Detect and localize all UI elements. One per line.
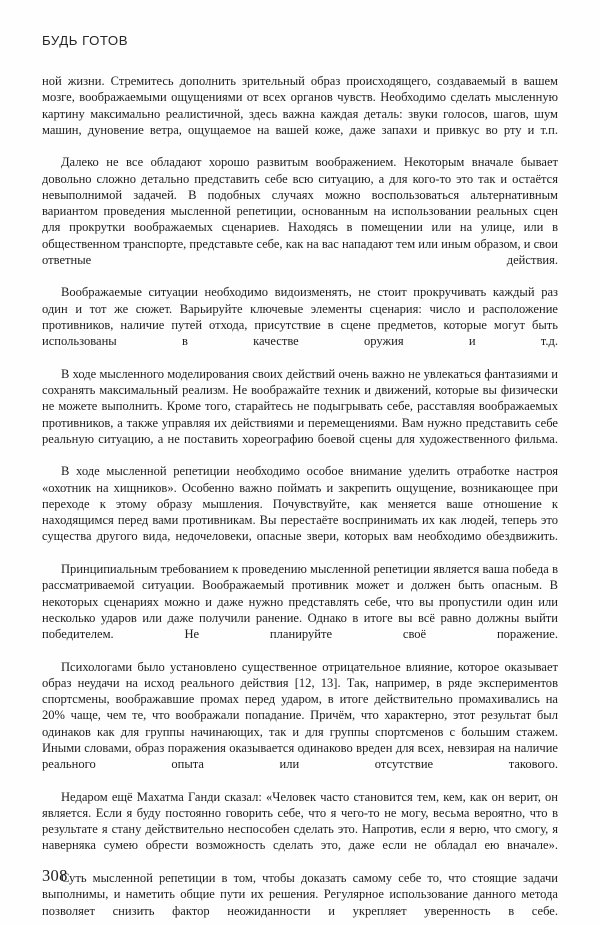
paragraph: В ходе мысленного моделирования своих действий очень важно не увлекаться фантазиями и сохранять максимальный реализм. Не воображайте техник и движений, которые вы физически не можете выполнить. Кроме того, старайтесь не подыгрывать себе, расставляя воображаемых противников, а также управляя их действиями и перемещениями. Вам нужно представить себе реальную ситуацию, а не поставить хореографию боевой сцены для художественного фильма. (42, 366, 558, 446)
paragraph: Принципиальным требованием к проведению мысленной репетиции является ваша победа в рассматриваемой ситуации. Воображаемый противник может и должен быть опасным. В некоторых сценариях можно и даже нужно представлять себе, что вы пропустили один или несколько ударов или даже получили ранение. Однако в итоге вы всё равно должны выйти победителем. Не планируйте своё поражение. (42, 561, 558, 642)
paragraph: ной жизни. Стремитесь дополнить зрительный образ происходящего, создаваемый в вашем мозге, воображаемыми ощущениями от всех органов чувств. Необходимо сделать мысленную картину максимально реалистичной, здесь важна каждая деталь: звуки голосов, шагов, шум машин, дуновение ветра, ощущаемое на вашей коже, даже запахи и привкус во рту и т.п. (42, 74, 558, 137)
body-text-column (42, 73, 558, 926)
paragraph: Психологами было установлено существенное отрицательное влияние, которое оказывает образ неудачи на исход реального действия [12, 13]. Так, например, в ряде экспериментов спортсмены, воображавшие промах перед ударом, в итоге действительно промахивались на 20% чаще, чем те, что воображали попадание. Причём, что характерно, этот результат был одинаков как для группы начинающих, так и для группы спортсменов с большим стажем. Иными словами, образ поражения оказывается одинаково вреден для всех, невзирая на наличие реального опыта или отсутствие такового. (42, 659, 558, 772)
paragraph: Воображаемые ситуации необходимо видоизменять, не стоит прокручивать каждый раз один и тот же сюжет. Варьируйте ключевые элементы сценария: число и расположение противников, наличие путей отхода, присутствие в сцене предметов, которые могут быть использованы в качестве оружия и т.д. (42, 285, 558, 349)
paragraph: Недаром ещё Махатма Ганди сказал: «Человек часто становится тем, кем, как он верит, он является. Если я буду постоянно говорить себе, что я чего-то не могу, весьма вероятно, что в результате я стану действительно неспособен сделать это. Напротив, если я верю, что смогу, я наверняка сумею обрести возможность сделать это, даже если не обладал ею вначале». (42, 789, 558, 853)
page-number: 308 (42, 866, 68, 885)
paragraph: В ходе мысленной репетиции необходимо особое внимание уделить отработке настроя «охотник на хищников». Особенно важно поймать и закрепить ощущение, возникающее при переходе к этому образу мышления. Почувствуйте, как меняется ваше отношение к находящимся перед вами противникам. Вы перестаёте воспринимать их как людей, теперь это существа другого вида, недочеловеки, опасные звери, которых вам необходимо обездвижить. (42, 464, 558, 544)
paragraph: Далеко не все обладают хорошо развитым воображением. Некоторым вначале бывает довольно сложно детально представить себе всю ситуацию, а для кого-то это так и остаётся невыполнимой задачей. В подобных случаях можно воспользоваться альтернативным вариантом проведения мысленной репетиции, основанным на использовании реальных сцен для прокрутки воображаемых сценариев. Находясь в помещении или на улице, или в общественном транспорте, представьте себе, как на вас нападают тем или иным образом, и свои ответные действия. (42, 155, 558, 267)
paragraph: Суть мысленной репетиции в том, чтобы доказать самому себе то, что стоящие задачи выполнимы, и наметить общие пути их решения. Регулярное использование данного метода позволяет снизить фактор неожиданности и укрепляет уверенность в себе. (42, 871, 558, 918)
running-head: БУДЬ ГОТОВ (42, 33, 129, 48)
